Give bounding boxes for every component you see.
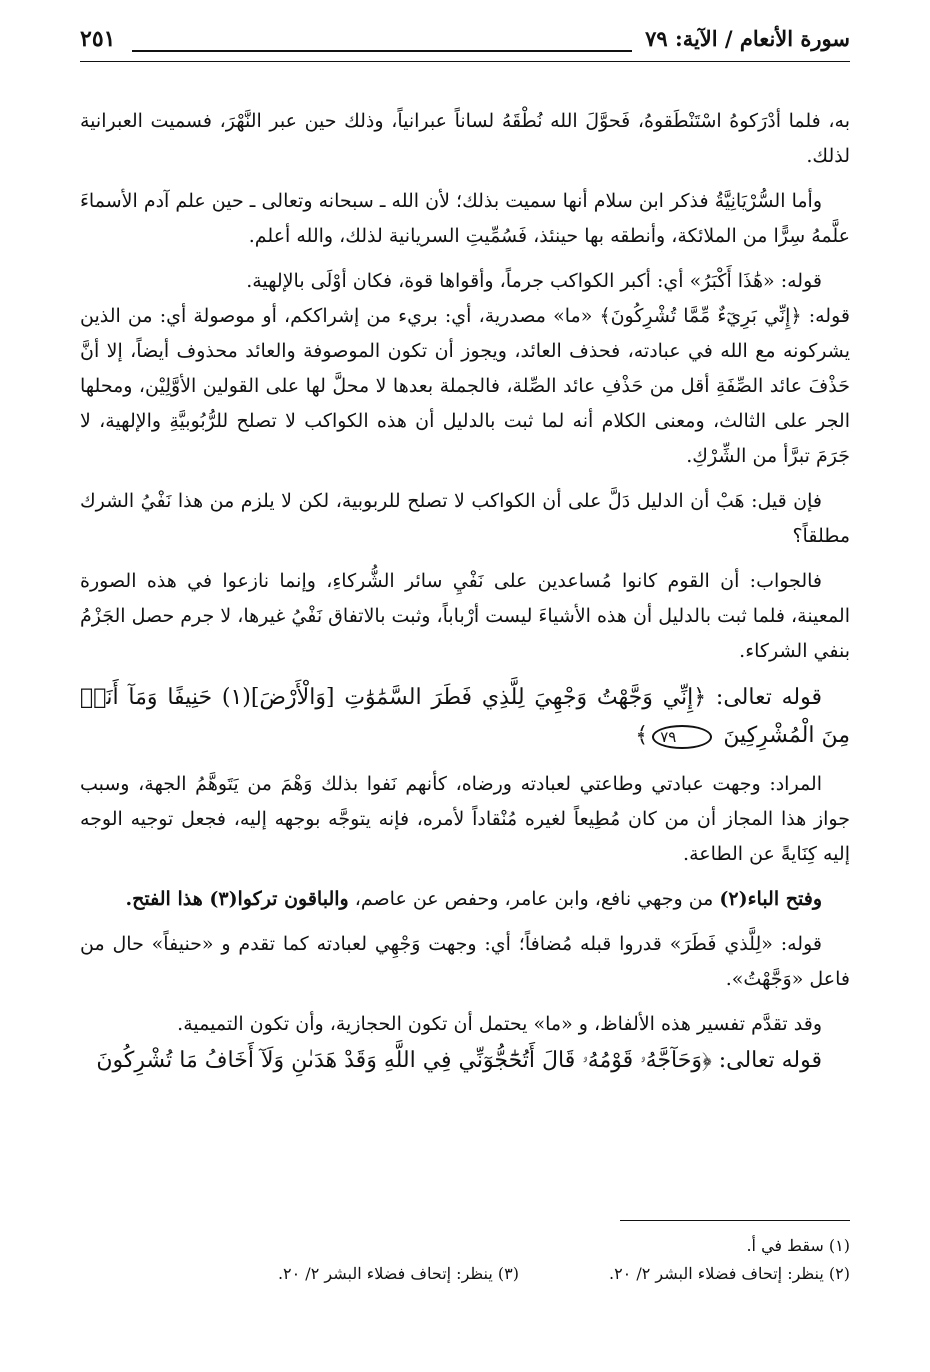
- ayah-number-marker: ٧٩: [652, 725, 712, 749]
- quran-text: ﴿وَحَآجَّهُۥ قَوْمُهُۥ قَالَ أَتُحَٰٓجُّوٓنِّي فِي اللَّهِ وَقَدْ هَدَىٰنِ وَلَآ أَخَافُ مَا تُشْرِكُونَ: [96, 1048, 712, 1073]
- paragraph: وأما السُّرْيَانِيَّةُ فذكر ابن سلام أنها سميت بذلك؛ لأن الله ـ سبحانه وتعالى ـ حين علم آدم الأسماءَ علَّمهُ سِرًّا من الملائكة، وأنطقه بها حينئذ، فَسُمِّيتِ السريانية لذلك، والله أعلم.: [80, 190, 850, 247]
- surah-title: سورة الأنعام / الآية: ٧٩: [645, 26, 850, 51]
- footnote-2: (٢) ينظر: إتحاف فضلاء البشر ٢/ ٢٠.: [608, 1264, 850, 1283]
- page-header: [80, 20, 850, 62]
- verse-80: [80, 1042, 850, 1080]
- footnote-separator: [620, 1220, 850, 1221]
- paragraph: فإن قيل: هَبْ أن الدليل دَلَّ على أن الكواكب لا تصلح للربوبية، لكن لا يلزم من هذا نَفْيُ الشرك مطلقاً؟: [80, 490, 850, 547]
- verse-prefix: قوله تعالى:: [715, 685, 822, 710]
- qiraat-bold-end: والباقون تركوا(٣) هذا الفتح.: [125, 888, 349, 910]
- verse-prefix: قوله تعالى:: [718, 1048, 822, 1073]
- quran-close-bracket: ﴾: [635, 723, 649, 748]
- qiraat-middle: من وجهي نافع، وابن عامر، وحفص عن عاصم،: [348, 888, 720, 910]
- page-body: [80, 104, 850, 1080]
- paragraph: وقد تقدَّم تفسير هذه الألفاظ، و «ما» يحتمل أن تكون الحجازية، وأن تكون التميمية.: [177, 1013, 822, 1035]
- header-rule: [132, 50, 632, 52]
- page-number: ٢٥١: [80, 26, 116, 52]
- footnote-3: (٣) ينظر: إتحاف فضلاء البشر ٢/ ٢٠.: [277, 1264, 519, 1283]
- paragraph: فالجواب: أن القوم كانوا مُساعدين على نَفْيِ سائر الشُّركاءِ، وإنما نازعوا في هذه الصورة المعينة، فلما ثبت بالدليل أن هذه الأشياءَ ليست أرْباباً، وثبت بالاتفاق نَفْيُ غيرها، لا جرم حصل الجَزْمُ بنفي الشركاء.: [80, 570, 850, 662]
- book-page: [80, 20, 850, 1350]
- paragraph: قوله: «لِلَّذي فَطَرَ» قدروا قبله مُضافاً؛ أي: وجهت وَجْهِي لعبادته كما تقدم و «حنيفاً» حال من فاعل «وَجَّهْتُ».: [80, 933, 850, 990]
- footnote-1: (١) سقط في أ.: [746, 1236, 850, 1255]
- qiraat-bold-start: وفتح الباء(٢): [719, 888, 822, 910]
- paragraph: قوله: «هَٰذَا أَكْبَرُ» أي: أكبر الكواكب جرماً، وأقواها قوة، فكان أوْلَى بالإلهية.: [246, 270, 822, 292]
- verse-79: [80, 679, 850, 755]
- qiraat-paragraph: [80, 882, 850, 917]
- paragraph: المراد: وجهت عبادتي وطاعتي لعبادته ورضاه، كأنهم نَفوا بذلك وَهْمَ من يَتَوهَّمُ الجهة، وسبب جواز هذا المجاز أن من كان مُطِيعاً لغيره مُنْقاداً لأمره، فإنه يتوجَّه بوجهه إليه، فجعل توجيه الوجه إليه كِنَايةً عن الطاعة.: [80, 773, 850, 865]
- paragraph: قوله: ﴿إِنِّي بَرِيٓءٌ مِّمَّا تُشْرِكُونَ﴾ «ما» مصدرية، أي: بريء من إشراككم، أو موصولة أي: من الذين يشركونه مع الله في عبادته، فحذف العائد، ويجوز أن تكون الموصوفة والعائد محذوف أيضاً، إلا أنَّ حَذْفَ عائد الصِّفَةِ أقل من حَذْفِ عائد الصِّلة، فالجملة بعدها لا محلَّ لها على القولين الأوَّلِيْن، ومحلها الجر على الثالث، ومعنى الكلام أنه لما ثبت بالدليل أن هذه الكواكب لا تصلح للرُّبُوبيَّةِ والإلهية، لا جَرَمَ تبرَّأ من الشِّرْكِ.: [80, 305, 850, 467]
- footnote-row: [80, 1260, 850, 1288]
- header-underline: [80, 61, 850, 62]
- footnotes: [80, 1232, 850, 1288]
- paragraph: به، فلما أدْرَكوهُ اسْتَنْطَقوهُ، فَحوَّلَ الله نُطْقَهُ لساناً عبرانياً، وذلك حين عبر النَّهْرَ، فسميت العبرانية لذلك.: [80, 110, 850, 167]
- quran-text: ﴿إِنِّي وَجَّهْتُ وَجْهِيَ لِلَّذِي فَطَرَ السَّمَٰوَٰتِ [وَالْأَرْضَ](١) حَنِيفًا وَمَآ أَنَا۠ مِنَ الْمُشْرِكِينَ: [80, 685, 850, 748]
